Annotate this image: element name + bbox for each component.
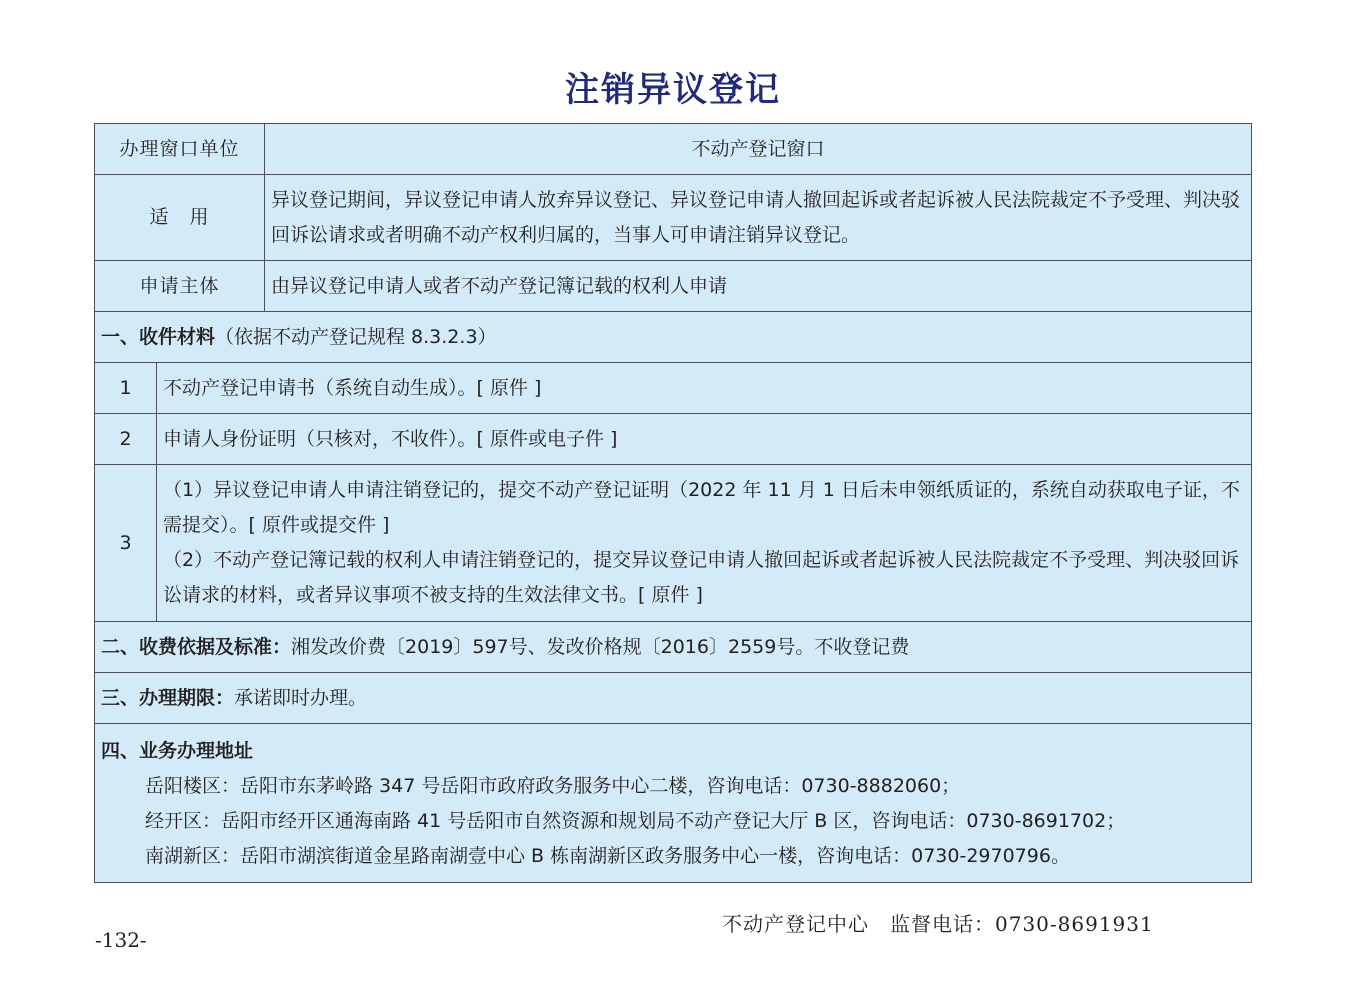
section4-cell [95,724,1252,883]
material-text-part-2: （2）不动产登记簿记载的权利人申请注销登记的，提交异议登记申请人撤回起诉或者起诉被人民法院裁定不予受理、判决驳回诉讼请求的材料，或者异议事项不被支持的生效法律文书。[ 原件 ] [163,549,1240,606]
address-line: 岳阳楼区：岳阳市东茅岭路 347 号岳阳市政府政务服务中心二楼，咨询电话：0730-8882060； [145,775,961,797]
address-line: 经开区：岳阳市经开区通海南路 41 号岳阳市自然资源和规划局不动产登记大厅 B 区，咨询电话：0730-8691702； [145,810,1126,832]
section2-cell [95,622,1252,673]
address-line: 南湖新区：岳阳市湖滨街道金星路南湖壹中心 B 栋南湖新区政务服务中心一楼，咨询电话：0730-2970796。 [145,845,1070,867]
applicable-value: 异议登记期间，异议登记申请人放弃异议登记、异议登记申请人撤回起诉或者起诉被人民法院裁定不予受理、判决驳回诉讼请求或者明确不动产权利归属的，当事人可申请注销异议登记。 [265,175,1252,261]
material-text-part-1: （1）异议登记申请人申请注销登记的，提交不动产登记证明（2022 年 11 月 1 日后未申领纸质证的，系统自动获取电子证，不需提交）。[ 原件或提交件 ] [163,479,1240,536]
section3-heading: 三、办理期限： [101,686,235,709]
row-section1-heading [95,312,1252,363]
section4-heading: 四、业务办理地址 [101,740,254,762]
applicant-value: 由异议登记申请人或者不动产登记簿记载的权利人申请 [265,261,1252,312]
applicant-label: 申请主体 [95,261,265,312]
applicable-label: 适 用 [95,175,265,261]
row-window-unit [95,124,1252,175]
row-section3 [95,673,1252,724]
section1-heading-cell [95,312,1252,363]
material-text: 不动产登记申请书（系统自动生成）。[ 原件 ] [157,363,1252,414]
page-number: -132- [95,928,147,952]
window-unit-label: 办理窗口单位 [95,124,265,175]
procedure-table [94,123,1252,883]
section1-heading: 一、收件材料 [101,325,216,348]
row-applicant [95,261,1252,312]
window-unit-value: 不动产登记窗口 [265,124,1252,175]
material-text: 申请人身份证明（只核对，不收件）。[ 原件或电子件 ] [157,414,1252,465]
material-text-multi [157,465,1252,622]
material-number: 3 [95,465,157,622]
material-number: 1 [95,363,157,414]
material-row [95,414,1252,465]
footer-supervision-hotline: 不动产登记中心 监督电话：0730-8691931 [722,912,1154,936]
section2-text: 湘发改价费〔2019〕597号、发改价格规〔2016〕2559号。不收登记费 [291,635,910,658]
material-row [95,465,1252,622]
material-row [95,363,1252,414]
row-section4 [95,724,1252,883]
page-title: 注销异议登记 [565,70,781,110]
row-applicable [95,175,1252,261]
material-number: 2 [95,414,157,465]
row-section2 [95,622,1252,673]
section2-heading: 二、收费依据及标准： [101,635,292,658]
section1-heading-note: （依据不动产登记规程 8.3.2.3） [215,325,497,348]
section3-cell [95,673,1252,724]
section3-text: 承诺即时办理。 [234,686,368,709]
